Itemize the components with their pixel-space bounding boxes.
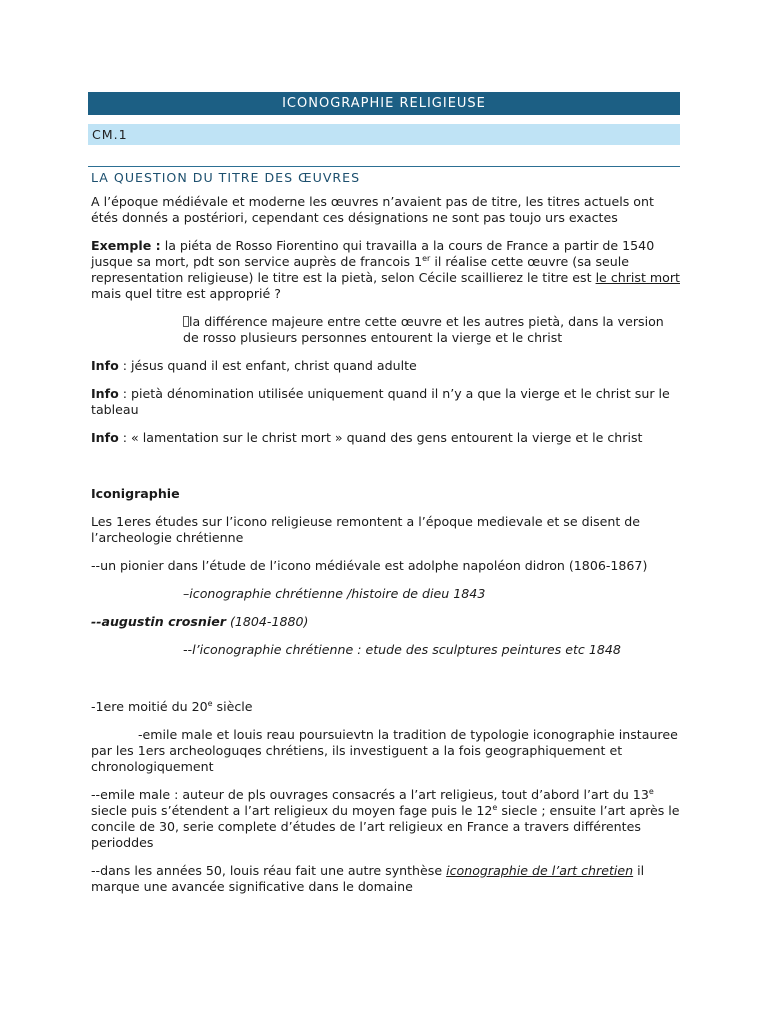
male-text-b: siecle puis s’étendent a l’art religieux du moyen fage puis le 12 [91, 803, 493, 818]
paragraph-male-reau: -emile male et louis reau poursuievtn la tradition de typologie iconographie instauree par les 1ers archeologuqes chrétiens, ils investiguent a la fois geographiquement et chronologiquement [91, 727, 678, 774]
info-label: Info [91, 430, 119, 445]
paragraph-first-studies: Les 1eres études sur l’icono religieuse remontent a l’époque medievale et se disent de l’archeologie chrétienne [91, 514, 641, 545]
paragraph-crosnier [88, 614, 680, 630]
info-paragraph-1 [88, 358, 680, 374]
crosnier-name: --augustin crosnier [91, 614, 226, 629]
document-page [88, 92, 680, 895]
difference-paragraph [88, 314, 680, 346]
century-text-b: siècle [212, 699, 253, 714]
male-sup-2: e [492, 803, 498, 812]
century-text-a: -1ere moitié du 20 [91, 699, 208, 714]
iconographie-heading-text: Iconigraphie [91, 486, 180, 501]
info-text-2: : pietà dénomination utilisée uniquement quand il n’y a que la vierge et le christ sur le tableau [91, 386, 670, 417]
male-sup-1: e [648, 787, 654, 796]
course-label: CM.1 [88, 124, 680, 145]
section-heading-iconographie [88, 486, 680, 502]
difference-text: la différence majeure entre cette œuvre et les autres pietà, dans la version de rosso plusieurs personnes entourent la vierge et le christ [183, 314, 664, 345]
example-text-a: la piéta de Rosso Fiorentino qui travailla a la cours de France a partir de 1540 jusque sa mort, pdt son service auprès de francois 1 [91, 238, 655, 269]
info-text-1: : jésus quand il est enfant, christ quand adulte [118, 358, 417, 373]
section-heading-titles: LA QUESTION DU TITRE DES ŒUVRES [88, 166, 680, 186]
example-paragraph [88, 238, 680, 302]
paragraph-reau-synthesis [88, 863, 680, 895]
paragraph-didron: --un pionier dans l’étude de l’icono médiévale est adolphe napoléon didron (1806-1867) [91, 558, 648, 573]
example-text-b: il réalise cette œuvre (sa seule representation religieuse) le titre est la pietà, selon Cécile scaillierez le titre est [91, 254, 630, 285]
document-title: ICONOGRAPHIE RELIGIEUSE [88, 92, 680, 115]
example-sup: er [422, 254, 431, 263]
info-paragraph-3 [88, 430, 680, 446]
reau-book-title: iconographie de l’art chretien [446, 863, 634, 878]
paragraph-didron-work [88, 586, 680, 602]
reau-text-a: --dans les années 50, louis réau fait une autre synthèse [91, 863, 447, 878]
paragraph-20th-century [88, 699, 680, 715]
example-text-c: mais quel titre est approprié ? [91, 286, 281, 301]
male-text-a: --emile male : auteur de pls ouvrages consacrés a l’art religieus, tout d’abord l’art du 13 [91, 787, 649, 802]
example-underlined: le christ mort [595, 270, 680, 285]
crosnier-dates: (1804-1880) [225, 614, 309, 629]
crosnier-work-title: --l’iconographie chrétienne : etude des sculptures peintures etc 1848 [183, 642, 621, 657]
paragraph-crosnier-work [88, 642, 680, 658]
male-text-c: siecle ; ensuite l’art après le concile de 30, serie complete d’études de l’art religieux en France a travers différentes perioddes [91, 803, 680, 850]
didron-work-title: –iconographie chrétienne /histoire de dieu 1843 [183, 586, 486, 601]
info-text-3: : « lamentation sur le christ mort » quand des gens entourent la vierge et le christ [118, 430, 643, 445]
info-label: Info [91, 358, 119, 373]
info-paragraph-2 [88, 386, 680, 418]
reau-text-b: il marque une avancée significative dans le domaine [91, 863, 645, 894]
example-label: Exemple : [91, 238, 161, 253]
century-sup: e [207, 699, 213, 708]
intro-paragraph: A l’époque médiévale et moderne les œuvres n’avaient pas de titre, les titres actuels ont étés donnés a postériori, cependant ces désignations ne sont pas toujo urs exactes [91, 194, 654, 225]
info-label: Info [91, 386, 119, 401]
paragraph-emile-male [88, 787, 680, 851]
